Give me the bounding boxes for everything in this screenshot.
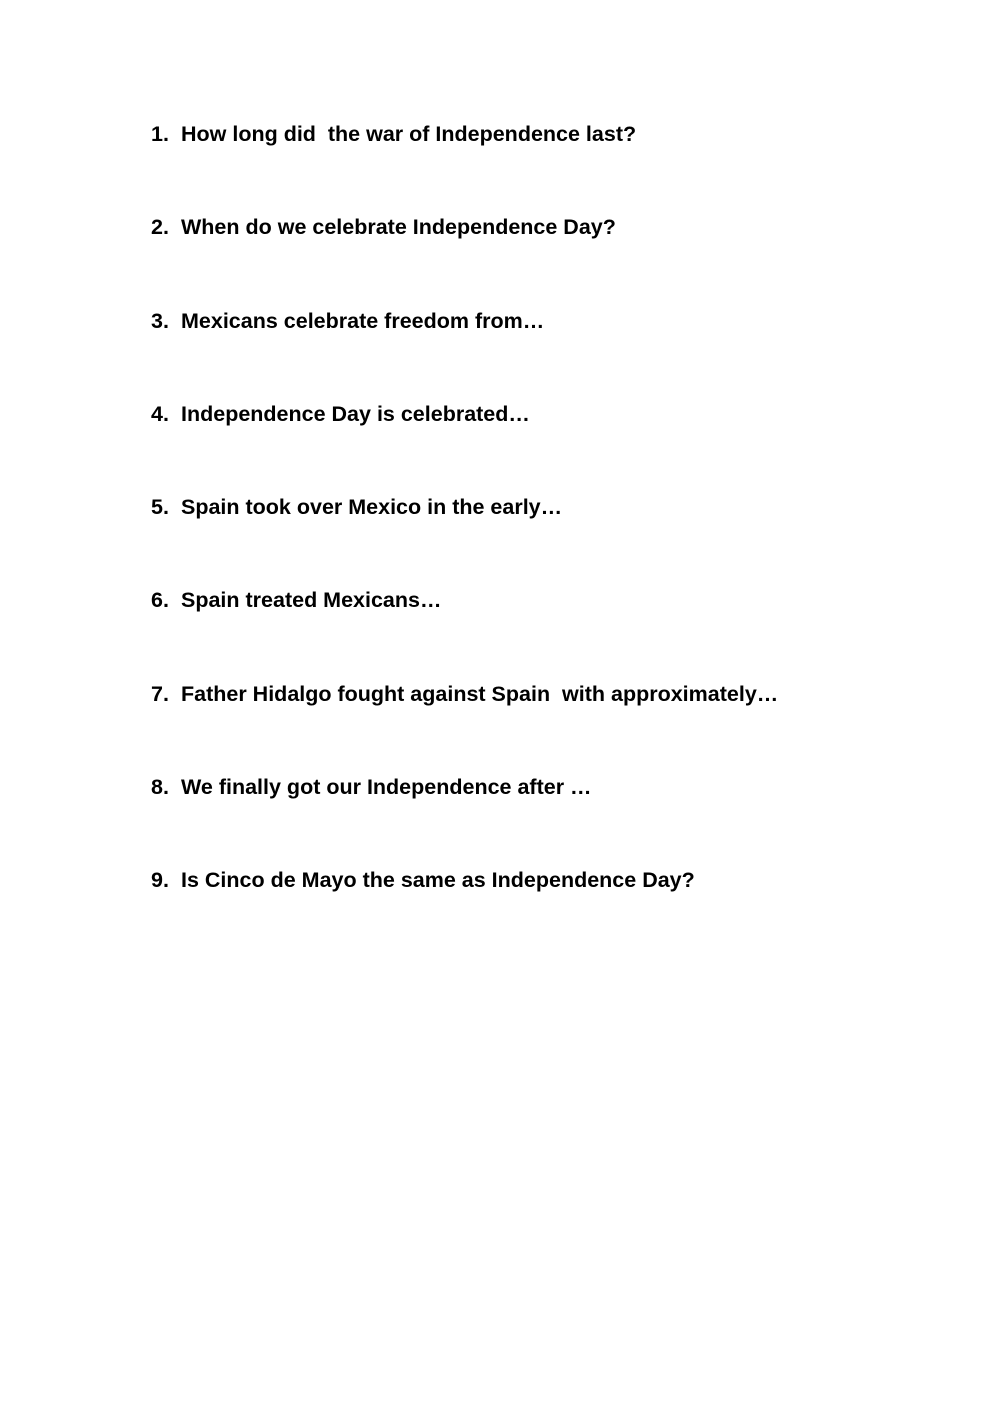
- question-number: 6.: [151, 588, 169, 613]
- question-text: Spain treated Mexicans…: [181, 588, 442, 613]
- question-item-8: [151, 772, 971, 865]
- question-number: 8.: [151, 775, 169, 800]
- question-number: 7.: [151, 681, 169, 706]
- question-text: Mexicans celebrate freedom from…: [181, 308, 545, 333]
- question-number: 2.: [151, 215, 169, 240]
- question-text: Spain took over Mexico in the early…: [181, 495, 563, 520]
- question-number: 9.: [151, 868, 169, 893]
- question-item-5: [151, 492, 971, 585]
- question-text: Independence Day is celebrated…: [181, 401, 530, 426]
- question-number: 3.: [151, 308, 169, 333]
- question-number: 5.: [151, 495, 169, 520]
- question-item-2: [151, 212, 971, 305]
- question-text: When do we celebrate Independence Day?: [181, 215, 616, 240]
- question-item-7: [151, 679, 971, 772]
- question-item-1: [151, 119, 971, 212]
- question-text: How long did the war of Independence last?: [181, 122, 637, 146]
- question-text: Is Cinco de Mayo the same as Independence Day?: [181, 868, 695, 893]
- question-number: 1.: [151, 122, 169, 146]
- question-text: We finally got our Independence after …: [181, 775, 592, 800]
- question-item-3: [151, 306, 971, 399]
- question-item-4: [151, 399, 971, 492]
- question-text: Father Hidalgo fought against Spain with approximately…: [181, 681, 779, 706]
- question-number: 4.: [151, 401, 169, 426]
- question-item-9: [151, 865, 971, 958]
- question-list: [151, 119, 971, 959]
- question-item-6: [151, 585, 971, 678]
